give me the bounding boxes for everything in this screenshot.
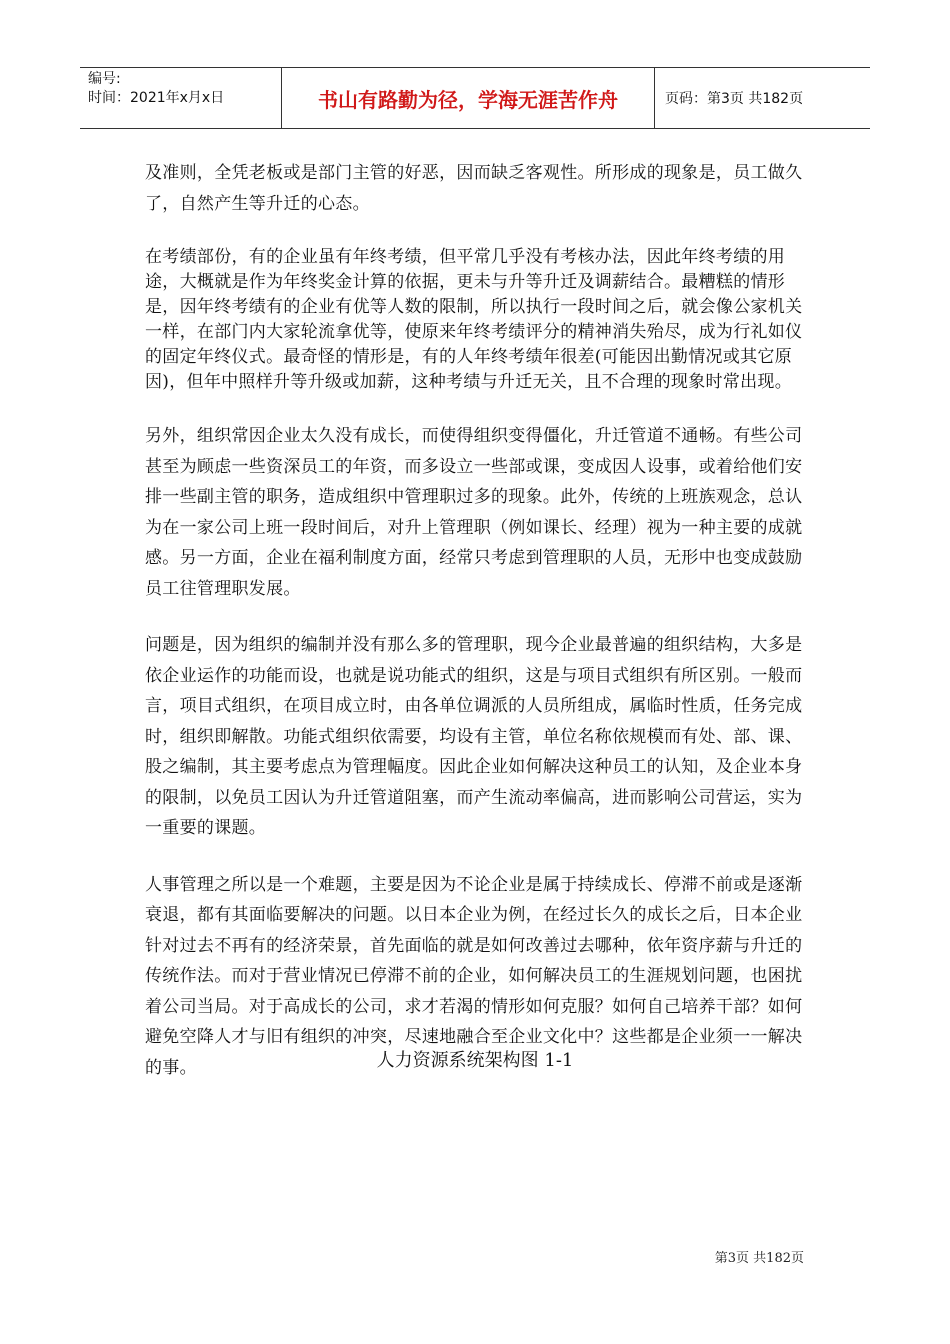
paragraph-3: 另外，组织常因企业太久没有成长，而使得组织变得僵化，升迁管道不通畅。有些公司甚至为顾虑一些资深员工的年资，而多设立一些部或课，变成因人设事，或着给他们安排一些副主管的职务，造成组织中管理职过多的现象。此外，传统的上班族观念，总认为在一家公司上班一段时间后，对升上管理职（例如课长、经理）视为一种主要的成就感。另一方面，企业在福利制度方面，经常只考虑到管理职的人员，无形中也变成鼓励员工往管理职发展。 xyxy=(145,426,803,599)
page-header xyxy=(80,67,870,129)
paragraph-4: 问题是，因为组织的编制并没有那么多的管理职，现今企业最普遍的组织结构，大多是依企业运作的功能而设，也就是说功能式的组织，这是与项目式组织有所区别。一般而言，项目式组织，在项目成立时，由各单位调派的人员所组成，属临时性质，任务完成时，组织即解散。功能式组织依需要，均设有主管，单位名称依规模而有处、部、课、股之编制，其主要考虑点为管理幅度。因此企业如何解决这种员工的认知，及企业本身的限制，以免员工因认为升迁管道阻塞，而产生流动率偏高，进而影响公司营运，实为一重要的课题。 xyxy=(145,635,803,838)
paragraph-5: 人事管理之所以是一个难题，主要是因为不论企业是属于持续成长、停滞不前或是逐渐衰退，都有其面临要解决的问题。以日本企业为例，在经过长久的成长之后，日本企业针对过去不再有的经济荣景，首先面临的就是如何改善过去哪种，依年资序薪与升迁的传统作法。而对于营业情况已停滞不前的企业，如何解决员工的生涯规划问题，也困扰着公司当局。对于高成长的公司，求才若渴的情形如何克服？如何自己培养干部？如何避免空降人才与旧有组织的冲突，尽速地融合至企业文化中？这些都是企业须一一解决的事。 xyxy=(145,874,803,1078)
document-number-label: 编号: xyxy=(88,71,121,87)
figure-caption: 人力资源系统架构图 1-1 xyxy=(376,1050,574,1071)
document-date: 时间：2021年x月x日 xyxy=(88,90,225,106)
page-footer: 第3页 共182页 xyxy=(714,1251,804,1266)
header-motto: 书山有路勤为径，学海无涯苦作舟 xyxy=(282,68,655,128)
header-page-info: 页码：第3页 共182页 xyxy=(665,91,804,107)
paragraph-2: 在考绩部份，有的企业虽有年终考绩，但平常几乎没有考核办法，因此年终考绩的用途，大概就是作为年终奖金计算的依据，更未与升等升迁及调薪结合。最糟糕的情形是，因年终考绩有的企业有优等人数的限制，所以执行一段时间之后，就会像公家机关一样，在部门内大家轮流拿优等，使原来年终考绩评分的精神消失殆尽，成为行礼如仪的固定年终仪式。最奇怪的情形是，有的人年终考绩年很差(可能因出勤情况或其它原因)，但年中照样升等升级或加薪，这种考绩与升迁无关，且不合理的现象时常出现。 xyxy=(145,247,803,392)
header-info-cell xyxy=(80,68,282,128)
document-body xyxy=(145,158,813,1083)
paragraph-1: 及准则，全凭老板或是部门主管的好恶，因而缺乏客观性。所形成的现象是，员工做久了，自然产生等升迁的心态。 xyxy=(145,163,803,214)
